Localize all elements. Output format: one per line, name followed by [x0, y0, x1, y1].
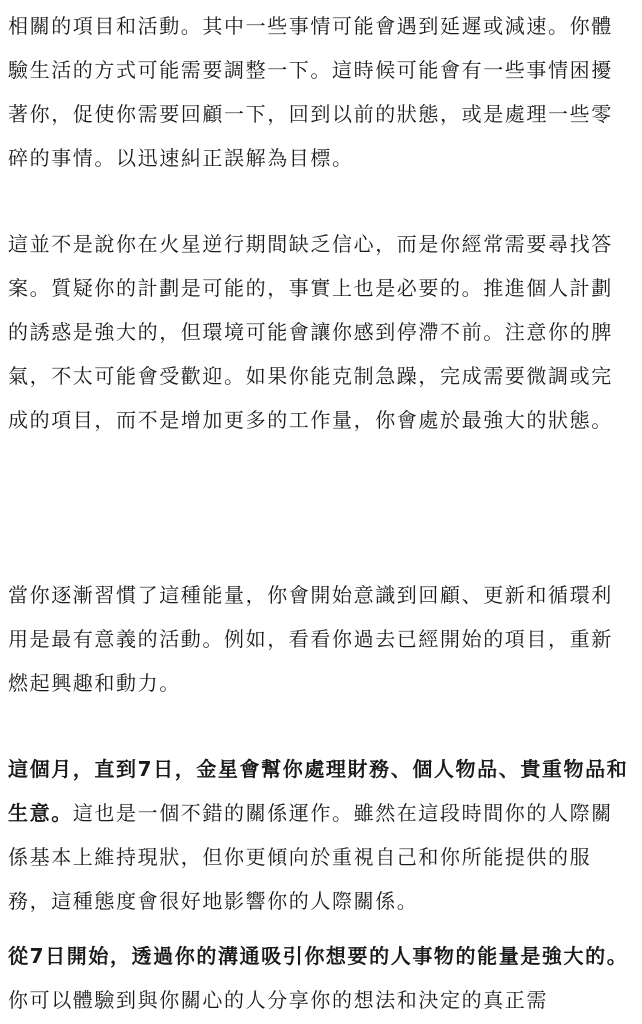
- paragraph-lead-bold: 這個月，直到7日，金星會幫你處理財務、個人物品、貴重物品和生意。: [8, 757, 629, 825]
- paragraph-text: 這並不是說你在火星逆行期間缺乏信心，而是你經常需要尋找答案。質疑你的計劃是可能的，事實上也是必要的。推進個人計劃的誘惑是強大的，但環境可能會讓你感到停滯不前。注意你的脾氣，不太可能會受歡迎。如果你能克制急躁，完成需要微調或完成的項目，而不是增加更多的工作量，你會處於最強大的狀態。: [8, 232, 613, 432]
- paragraph-review-energy: [8, 573, 634, 705]
- paragraph-delays: [8, 4, 634, 180]
- paragraph-lead-bold: 從7日開始，透過你的溝通吸引你想要的人事物的能量是強大的。: [8, 944, 629, 968]
- paragraph-text: 相關的項目和活動。其中一些事情可能會遇到延遲或減速。你體驗生活的方式可能需要調整一下。這時候可能會有一些事情困擾著你，促使你需要回顧一下，回到以前的狀態，或是處理一些零碎的事情。以迅速糾正誤解為目標。: [8, 14, 613, 170]
- paragraph-text: 當你逐漸習慣了這種能量，你會開始意識到回顧、更新和循環利用是最有意義的活動。例如，看看你過去已經開始的項目，重新燃起興趣和動力。: [8, 583, 613, 695]
- paragraph-text: 這也是一個不錯的關係運作。雖然在這段時間你的人際關係基本上維持現狀，但你更傾向於重視自己和你所能提供的服務，這種態度會很好地影響你的人際關係。: [8, 801, 613, 913]
- paragraph-venus-finance: [8, 747, 634, 923]
- paragraph-text: 你可以體驗到與你關心的人分享你的想法和決定的真正需: [8, 988, 548, 1012]
- paragraph-communication: [8, 934, 634, 1022]
- paragraph-mars-retrograde: [8, 222, 634, 442]
